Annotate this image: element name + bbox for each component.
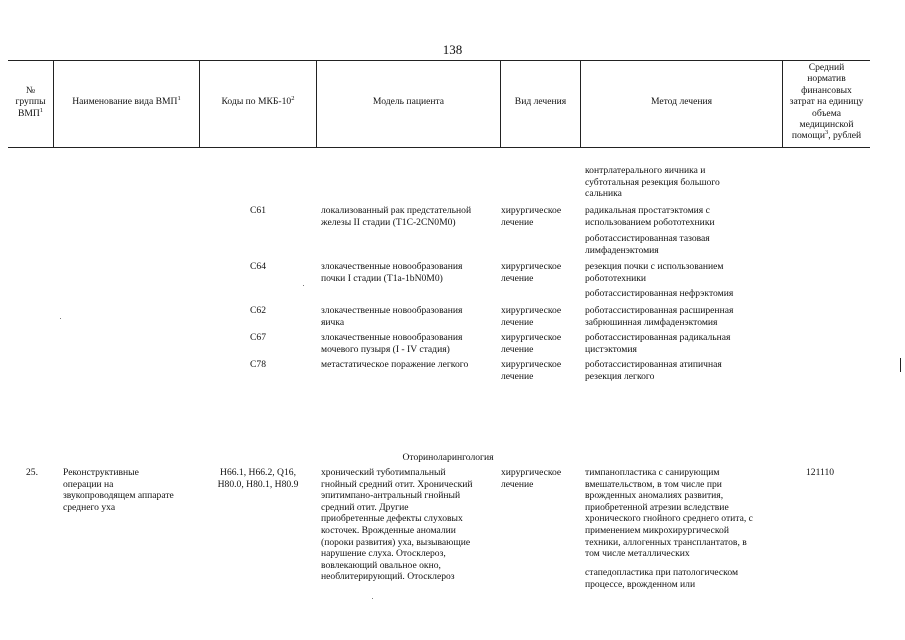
- treatment-type: хирургическое лечение: [501, 205, 562, 228]
- header-treatment-method: Метод лечения: [650, 96, 713, 107]
- treatment-type: хирургическое лечение: [501, 305, 562, 328]
- treatment-method: роботассистированная расширенная забрюшинная лимфаденэктомия: [585, 305, 734, 328]
- header-top-rule: [8, 60, 870, 61]
- patient-model: хронический туботимпальный гнойный средний отит. Хронический эпитимпано-антральный гнойный средний отит. Другие приобретенные дефекты слуховых косточек. Врожденные аномалии (пороки развития) уха, вызывающие нарушение слуха. Отосклероз, вовлекающий овальное окно, необлитерирующий. Отосклероз: [321, 467, 473, 583]
- treatment-type: хирургическое лечение: [501, 359, 562, 382]
- header-average-cost: Средний норматив финансовых затрат на единицу объема медицинской помощи$^3$, рублей: [789, 62, 864, 142]
- header-bottom-rule: [8, 147, 870, 148]
- treatment-method: роботассистированная радикальная цистэктомия: [585, 332, 731, 355]
- scan-speck: [303, 285, 304, 286]
- scan-speck: [372, 598, 373, 599]
- treatment-method: тимпанопластика с санирующим вмешательством, в том числе при врожденных аномалиях развития, приобретенной атрезии вследствие хронического гнойного среднего отита, с применением микрохирургической техники, аллогенных трансплантатов, в том числе металлических: [585, 467, 753, 560]
- icd-code-c62: C62: [250, 305, 266, 316]
- vmp-name: Реконструктивные операции на звукопроводящем аппарате среднего уха: [63, 467, 174, 513]
- icd-code-c64: C64: [250, 261, 266, 272]
- treatment-method: стапедопластика при патологическом процессе, врожденном или: [585, 567, 739, 590]
- treatment-type: хирургическое лечение: [501, 261, 562, 284]
- treatment-method: резекция почки с использованием робототехники: [585, 261, 724, 284]
- treatment-method: роботассистированная нефрэктомия: [585, 288, 734, 299]
- treatment-method: радикальная простатэктомия с использованием робототехники: [585, 205, 715, 228]
- page-number: 138: [442, 42, 463, 57]
- treatment-method: роботассистированная тазовая лимфаденэктомия: [585, 233, 710, 256]
- icd-code-c67: C67: [250, 332, 266, 343]
- section-title: Оториноларингология: [402, 452, 494, 463]
- patient-model: злокачественные новообразования почки I стадии (T1a-1bN0M0): [321, 261, 463, 284]
- treatment-method: роботассистированная атипичная резекция легкого: [585, 359, 722, 382]
- patient-model: метастатическое поражение легкого: [321, 359, 469, 370]
- header-treatment-type: Вид лечения: [514, 96, 567, 107]
- scan-speck: [60, 318, 61, 319]
- header-patient-model: Модель пациента: [372, 96, 445, 107]
- patient-model: локализованный рак предстательной железы II стадии (T1C-2CN0M0): [321, 205, 472, 228]
- group-number: 25.: [26, 467, 38, 478]
- icd-codes: H66.1, H66.2, Q16, H80.0, H80.1, H80.9: [217, 467, 299, 490]
- header-icd-codes: Коды по МКБ-$10^2$: [221, 95, 295, 107]
- patient-model: злокачественные новообразования яичка: [321, 305, 463, 328]
- patient-model: злокачественные новообразования мочевого пузыря (I - IV стадия): [321, 332, 463, 355]
- margin-mark: [900, 358, 901, 372]
- header-vmp-name: Наименование вида ВМП$^1$: [72, 95, 181, 107]
- icd-code-c61: C61: [250, 205, 266, 216]
- method-continuation: контрлатерального яичника и субтотальная резекция большого сальника: [585, 165, 720, 200]
- treatment-type: хирургическое лечение: [501, 332, 562, 355]
- treatment-type: хирургическое лечение: [501, 467, 562, 490]
- icd-code-c78: C78: [250, 359, 266, 370]
- average-cost: 121110: [806, 467, 835, 478]
- header-group-number: № группы ВМП$^1$: [15, 85, 46, 119]
